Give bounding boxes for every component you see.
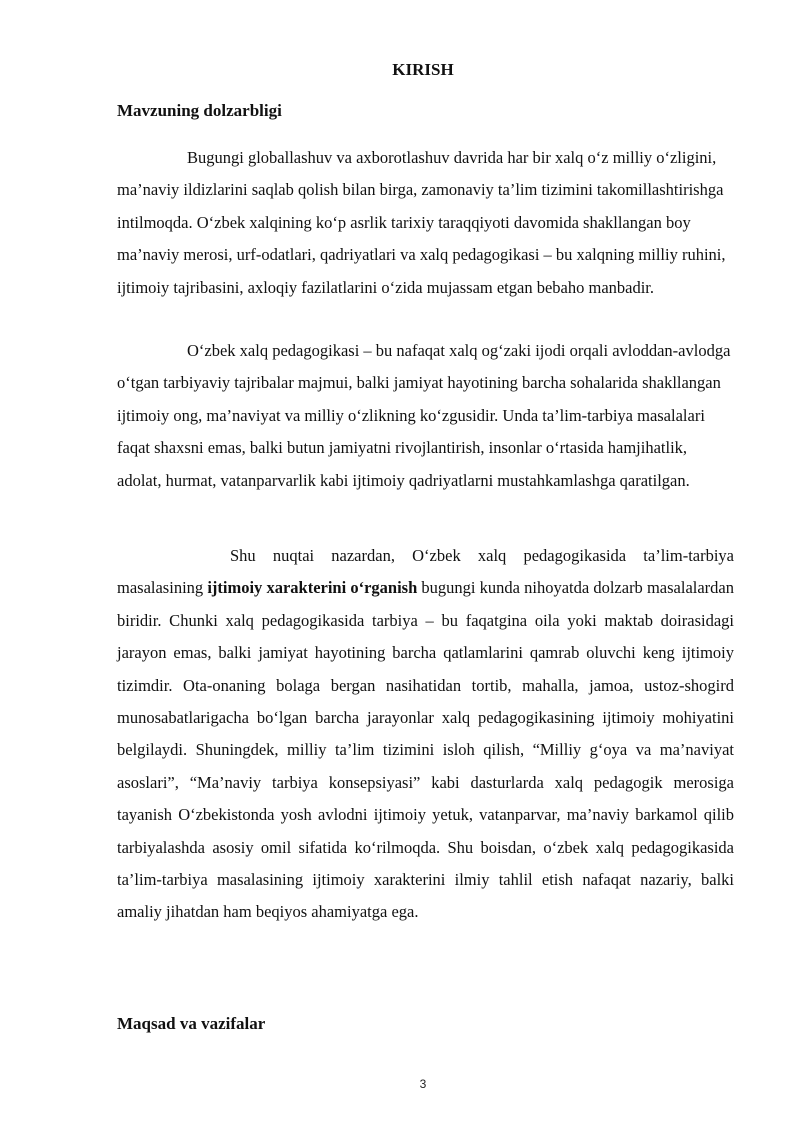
page-number: 3 — [419, 1077, 427, 1091]
section-heading-goals: Maqsad va vazifalar — [117, 1014, 266, 1033]
paragraph-social-character — [117, 540, 734, 929]
page-title: KIRISH — [392, 60, 454, 79]
section-heading-relevance: Mavzuning dolzarbligi — [117, 101, 282, 120]
bold-phrase: ijtimoiy xarakterini o‘rganish — [207, 578, 418, 598]
paragraph-text-before-bold: Shu nuqtai nazardan, O‘zbek xalq pedagogikasida ta’lim-tarbiya masalasining — [117, 546, 734, 598]
paragraph-intro: Bugungi globallashuv va axborotlashuv davrida har bir xalq o‘z milliy o‘zligini, ma’naviy ildizlarini saqlab qolish bilan birga, zamonaviy ta’lim tizimini takomillashtirishga intilmoqda. O‘zbek xalqining ko‘p asrlik tarixiy taraqqiyoti davomida shakllangan boy ma’naviy merosi, urf-odatlari, qadriyatlari va xalq pedagogikasi – bu xalqning milliy ruhini, ijtimoiy tajribasini, axloqiy fazilatlarini o‘zida mujassam etgan bebaho manbadir. — [117, 148, 726, 297]
paragraph-folk-pedagogy: O‘zbek xalq pedagogikasi – bu nafaqat xalq og‘zaki ijodi orqali avloddan-avlodga o‘tgan tarbiyaviy tajribalar majmui, balki jamiyat hayotining barcha sohalarida shakllangan ijtimoiy ong, ma’naviyat va milliy o‘zlikning ko‘zgusidir. Unda ta’lim-tarbiya masalalari faqat shaxsni emas, balki butun jamiyatni rivojlantirish, insonlar o‘rtasida hamjihatlik, adolat, hurmat, vatanparvarlik kabi ijtimoiy qadriyatlarni mustahkamlashga qaratilgan. — [117, 341, 731, 490]
paragraph-text-after-bold: bugungi kunda nihoyatda dolzarb masalalardan biridir. Chunki xalq pedagogikasida tarbiya – bu faqatgina oila yoki maktab doirasidagi jarayon emas, balki jamiyat hayotining barcha qatlamlarini qamrab oluvchi keng ijtimoiy tizimdir. Ota-onaning bolaga bergan nasihatidan tortib, mahalla, jamoa, ustoz-shogird munosabatlarigacha bo‘lgan barcha jarayonlar xalq pedagogikasining ijtimoiy mohiyatini belgilaydi. Shuningdek, milliy ta’lim tizimini isloh qilish, “Milliy g‘oya va ma’naviyat asoslari”, “Ma’naviy tarbiya konsepsiyasi” kabi dasturlarda xalq pedagogik merosiga tayanish O‘zbekistonda yosh avlodni ijtimoiy yetuk, vatanparvar, ma’naviy barkamol qilib tarbiyalashda asosiy omil sifatida ko‘rilmoqda. Shu boisdan, o‘zbek xalq pedagogikasida ta’lim-tarbiya masalasining ijtimoiy xarakterini ilmiy tahlil etish nafaqat nazariy, balki amaliy jihatdan ham beqiyos ahamiyatga ega. — [117, 578, 734, 922]
